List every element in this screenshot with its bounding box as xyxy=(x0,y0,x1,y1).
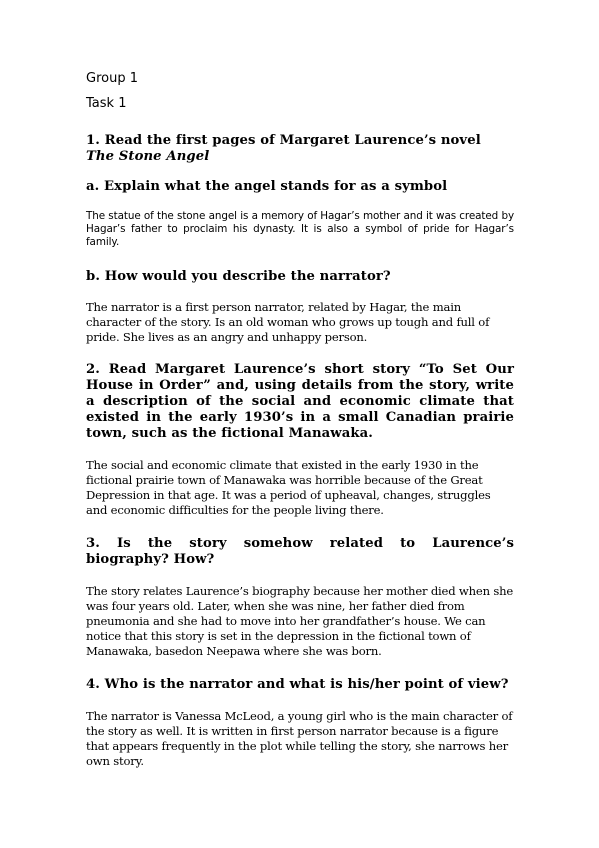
novel-title: The Stone Angel xyxy=(86,149,210,164)
question-3: 3. Is the story somehow related to Laurence’s biography? How? xyxy=(86,536,514,567)
question-a: a. Explain what the angel stands for as a symbol xyxy=(86,179,448,194)
question-1 xyxy=(86,133,514,165)
document-page xyxy=(86,66,514,769)
question-2: 2. Read Margaret Laurence’s short story “To Set Our House in Order” and, using details from the story, write a description of the social and economic climate that existed in the early 1930’s in a small Canadian prairie town, such as the fictional Manawaka. xyxy=(86,362,514,441)
answer-2: The social and economic climate that existed in the early 1930 in the fictional prairie town of Manawaka was horrible because of the Great Depression in that age. It was a period of upheaval, changes, struggles and economic difficulties for the people living there. xyxy=(86,458,491,517)
answer-4: The narrator is Vanessa McLeod, a young girl who is the main character of the story as well. It is written in first person narrator because is a figure that appears frequently in the plot while telling the story, she narrows her own story. xyxy=(86,709,513,768)
answer-3: The story relates Laurence’s biography because her mother died when she was four years old. Later, when she was nine, her father died from pneumonia and she had to move into her grandfather’s house. We can notice that this story is set in the depression in the fictional town of Manawaka, basedon Neepawa where she was born. xyxy=(86,584,513,658)
answer-a: The statue of the stone angel is a memory of Hagar’s mother and it was created by Hagar’s father to proclaim his dynasty. It is also a symbol of pride for Hagar’s family. xyxy=(86,210,514,248)
question-4: 4. Who is the narrator and what is his/her point of view? xyxy=(86,677,509,692)
question-1-text: 1. Read the first pages of Margaret Laurence’s novel xyxy=(86,133,481,148)
answer-b: The narrator is a first person narrator, related by Hagar, the main character of the story. Is an old woman who grows up tough and full of pride. She lives as an angry and unhappy person. xyxy=(86,300,490,344)
group-label: Group 1 xyxy=(86,71,138,86)
task-label: Task 1 xyxy=(86,96,127,111)
question-b: b. How would you describe the narrator? xyxy=(86,269,391,284)
